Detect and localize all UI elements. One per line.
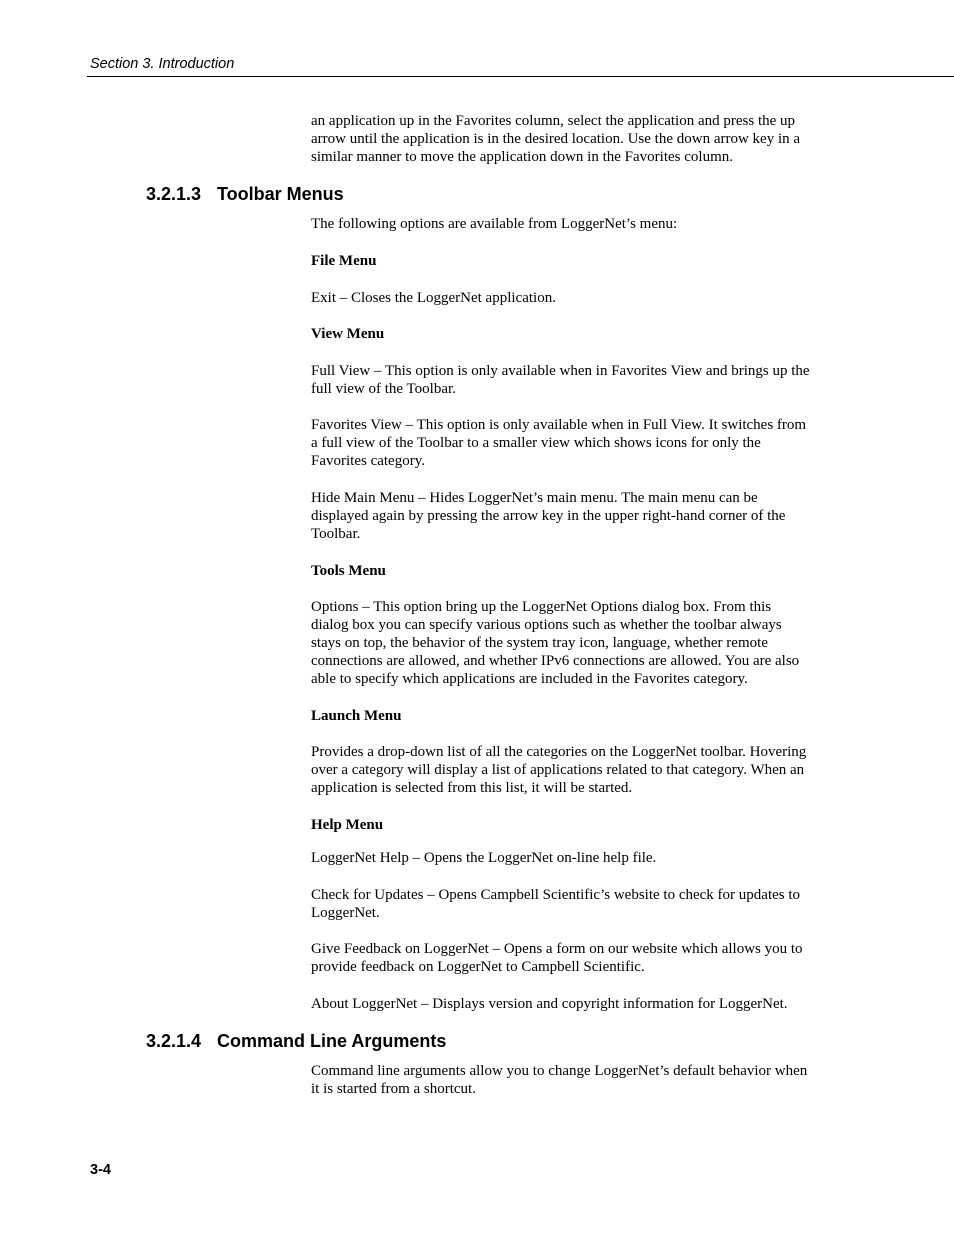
paragraph: an application up in the Favorites column, select the application and press the up arrow until the application is in the desired location. Use the down arrow key in a similar manner to move the application down in the Favorites column.	[311, 113, 801, 165]
paragraph: Check for Updates – Opens Campbell Scientific’s website to check for updates to LoggerNet.	[311, 887, 801, 921]
section-title: Command Line Arguments	[217, 1031, 447, 1051]
help-menu-heading	[311, 816, 811, 834]
paragraph: LoggerNet Help – Opens the LoggerNet on-line help file.	[311, 850, 657, 866]
paragraph: Options – This option bring up the LoggerNet Options dialog box. From this dialog box you can specify various options such as whether the toolbar always stays on top, the behavior of the system tray icon, language, whether remote connections are allowed, and whether IPv6 connections are allowed. You are also able to specify which applications are included in the Favorites category.	[311, 599, 800, 687]
page-number: 3-4	[90, 1162, 111, 1178]
section-title: Toolbar Menus	[217, 184, 344, 204]
view-menu-full-view	[311, 362, 811, 398]
paragraph: About LoggerNet – Displays version and copyright information for LoggerNet.	[311, 996, 788, 1012]
tools-menu-heading	[311, 562, 811, 580]
launch-menu-heading	[311, 707, 811, 725]
header-rule	[87, 76, 954, 77]
help-menu-loggernet-help	[311, 849, 811, 867]
section-number: 3.2.1.4	[146, 1031, 202, 1051]
paragraph: The following options are available from LoggerNet’s menu:	[311, 216, 678, 232]
help-menu-about	[311, 995, 811, 1013]
running-header: Section 3. Introduction	[90, 56, 235, 72]
section-heading-command-line	[146, 1031, 446, 1052]
file-menu-heading	[311, 252, 811, 270]
launch-menu-description	[311, 743, 811, 797]
command-line-body	[311, 1062, 811, 1098]
paragraph: Exit – Closes the LoggerNet application.	[311, 290, 556, 306]
view-menu-heading	[311, 325, 811, 343]
subheading: Help Menu	[311, 817, 384, 833]
subheading: View Menu	[311, 326, 385, 342]
file-menu-exit	[311, 289, 811, 307]
section-heading-toolbar-menus	[146, 184, 344, 205]
paragraph: Provides a drop-down list of all the categories on the LoggerNet toolbar. Hovering over a category will display a list of applications related to that category. When an application is selected from this list, it will be started.	[311, 744, 807, 796]
paragraph: Hide Main Menu – Hides LoggerNet’s main menu. The main menu can be displayed again by pressing the arrow key in the upper right-hand corner of the Toolbar.	[311, 490, 786, 542]
subheading: File Menu	[311, 253, 377, 269]
view-menu-favorites-view	[311, 416, 811, 470]
paragraph: Give Feedback on LoggerNet – Opens a form on our website which allows you to provide feedback on LoggerNet to Campbell Scientific.	[311, 941, 803, 975]
toolbar-intro	[311, 215, 811, 233]
paragraph: Full View – This option is only available when in Favorites View and brings up the full view of the Toolbar.	[311, 363, 810, 397]
help-menu-give-feedback	[311, 940, 811, 976]
subheading: Tools Menu	[311, 563, 386, 579]
view-menu-hide-main-menu	[311, 489, 811, 543]
paragraph: Command line arguments allow you to change LoggerNet’s default behavior when it is started from a shortcut.	[311, 1063, 808, 1097]
tools-menu-options	[311, 598, 811, 688]
help-menu-check-updates	[311, 886, 811, 922]
intro-continuation-paragraph	[311, 112, 811, 166]
section-number: 3.2.1.3	[146, 184, 202, 204]
subheading: Launch Menu	[311, 708, 402, 724]
paragraph: Favorites View – This option is only available when in Full View. It switches from a full view of the Toolbar to a smaller view which shows icons for only the Favorites category.	[311, 417, 807, 469]
